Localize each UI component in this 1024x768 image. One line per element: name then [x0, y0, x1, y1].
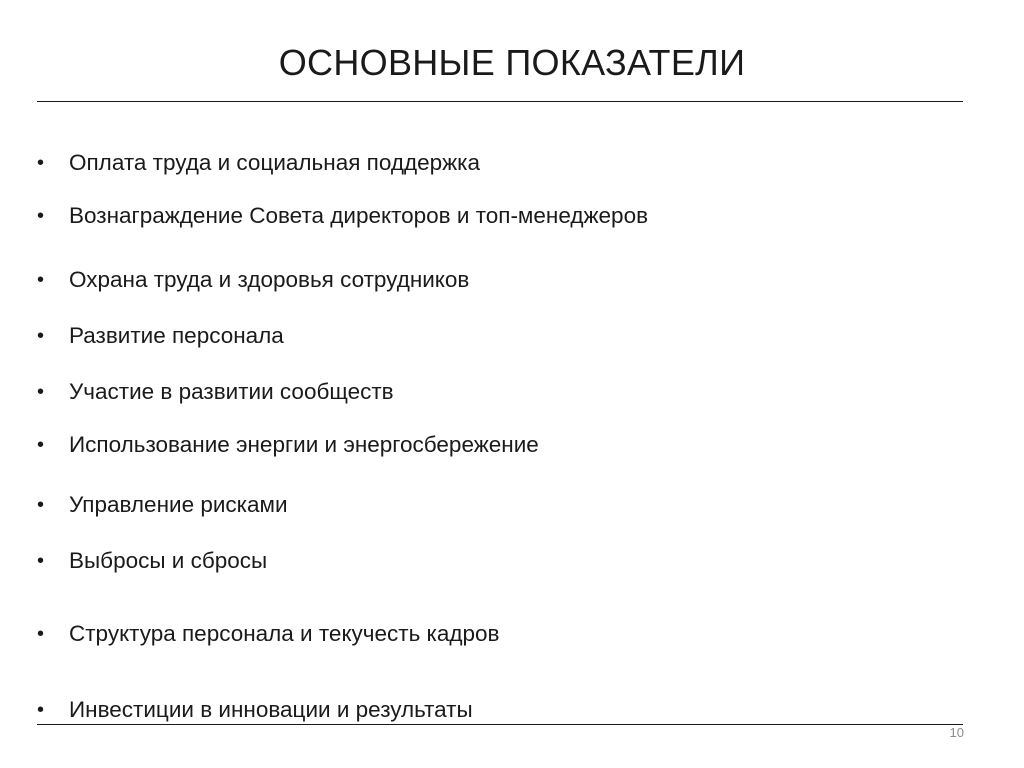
list-item: [37, 490, 288, 520]
list-item: [37, 546, 267, 576]
list-item-label: Инвестиции в инновации и результаты: [69, 697, 473, 722]
slide-title: ОСНОВНЫЕ ПОКАЗАТЕЛИ: [278, 42, 746, 83]
bullet-icon: •: [37, 269, 45, 291]
list-item: [37, 619, 500, 649]
title-divider: [37, 101, 963, 102]
bullet-icon: •: [37, 623, 45, 645]
footer-divider: [37, 724, 963, 725]
list-item: [37, 148, 480, 178]
list-item-label: Вознаграждение Совета директоров и топ-менеджеров: [69, 203, 649, 228]
bullet-icon: •: [37, 550, 45, 572]
list-item-label: Охрана труда и здоровья сотрудников: [69, 267, 470, 292]
list-item: [37, 377, 394, 407]
list-item-label: Развитие персонала: [69, 323, 284, 348]
bullet-icon: •: [37, 205, 45, 227]
bullet-icon: •: [37, 325, 45, 347]
list-item-label: Структура персонала и текучесть кадров: [69, 621, 500, 646]
list-item: [37, 265, 469, 295]
list-item-label: Оплата труда и социальная поддержка: [69, 150, 481, 175]
list-item-label: Управление рисками: [69, 492, 288, 517]
list-item: [37, 321, 284, 351]
list-item: [37, 695, 473, 725]
list-item: [37, 201, 648, 231]
bullet-icon: •: [37, 699, 45, 721]
list-item: [37, 430, 539, 460]
list-item-label: Участие в развитии сообществ: [69, 379, 394, 404]
list-item-label: Выбросы и сбросы: [69, 548, 268, 573]
bullet-icon: •: [37, 381, 45, 403]
bullet-icon: •: [37, 434, 45, 456]
page-number: 10: [949, 725, 964, 740]
list-item-label: Использование энергии и энергосбережение: [69, 432, 539, 457]
bullet-icon: •: [37, 494, 45, 516]
bullet-icon: •: [37, 152, 45, 174]
